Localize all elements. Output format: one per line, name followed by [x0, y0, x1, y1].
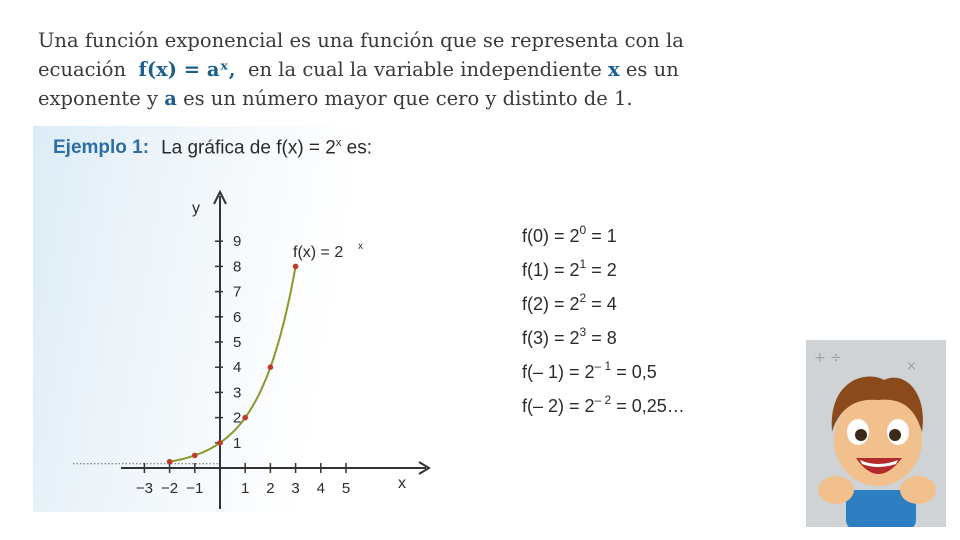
- equation-base: f(– 2) = 2: [522, 396, 595, 416]
- figure-title-exponent: x: [335, 137, 342, 149]
- example-label: Ejemplo 1:: [53, 137, 150, 159]
- boy-illustration: [806, 340, 946, 527]
- intro-line-3: [38, 84, 738, 113]
- equation-line: [522, 257, 617, 280]
- x-tick-label: 4: [316, 480, 325, 497]
- equation-line: [522, 325, 617, 348]
- equation-base: f(2) = 2: [522, 294, 580, 314]
- intro-text: en la cual la variable independiente: [248, 58, 602, 81]
- figure-title-end: es:: [341, 137, 372, 159]
- y-tick-label: 8: [233, 258, 242, 276]
- intro-line-2: [38, 55, 738, 84]
- intro-paragraph: [38, 26, 738, 113]
- x-tick-label: 3: [291, 480, 300, 497]
- equation-exponent: – 1: [594, 359, 612, 373]
- equation-exponent: 1: [579, 257, 587, 271]
- intro-text: es un número mayor que cero y distinto de 1.: [183, 87, 633, 110]
- formula-text: f(x) = aˣ,: [138, 58, 236, 81]
- intro-text: exponente y: [38, 87, 159, 110]
- variable-x: x: [608, 58, 620, 81]
- x-tick-label: 5: [341, 480, 351, 497]
- variable-a: a: [164, 87, 177, 110]
- x-tick-label: −2: [161, 480, 179, 497]
- data-point: [167, 459, 173, 465]
- equation-result: = 0,25…: [611, 396, 685, 416]
- x-tick-label: 2: [266, 480, 275, 497]
- x-axis-label: x: [398, 475, 406, 492]
- y-tick-label: 4: [233, 359, 242, 377]
- y-tick-label: 5: [233, 334, 242, 351]
- equation-result: = 8: [586, 328, 617, 348]
- equation-line: [522, 393, 685, 416]
- x-tick-label: −1: [186, 480, 204, 497]
- data-point: [192, 453, 198, 459]
- intro-text: ecuación: [38, 58, 127, 81]
- data-point: [293, 264, 299, 270]
- intro-text: es un: [625, 58, 679, 81]
- y-axis-label: y: [192, 200, 200, 217]
- data-point: [268, 364, 274, 370]
- equation-base: f(1) = 2: [522, 260, 580, 280]
- equation-exponent: – 2: [594, 393, 612, 407]
- boy-icon: [806, 340, 946, 527]
- figure-title: [53, 137, 372, 159]
- curve-label: f(x) = 2: [293, 244, 344, 261]
- intro-line-1: Una función exponencial es una función que se representa con la: [38, 29, 684, 52]
- exponential-chart: [33, 126, 714, 512]
- svg-text:×: ×: [906, 359, 917, 374]
- y-tick-label: 7: [233, 283, 242, 301]
- y-tick-label: 6: [233, 308, 242, 326]
- equation-result: = 1: [586, 226, 617, 246]
- equation-base: f(– 1) = 2: [522, 362, 595, 382]
- x-tick-label: 1: [241, 480, 250, 497]
- y-tick-label: 3: [233, 384, 242, 402]
- equation-line: [522, 359, 657, 382]
- figure-title-text: La gráfica de f(x) = 2: [161, 137, 336, 159]
- y-tick-label: 2: [233, 409, 242, 427]
- equation-result: = 2: [586, 260, 617, 280]
- svg-text:+ ÷: + ÷: [814, 350, 842, 366]
- x-tick-label: −3: [135, 480, 153, 497]
- equation-base: f(3) = 2: [522, 328, 580, 348]
- equation-line: [522, 291, 617, 314]
- equation-exponent: 0: [579, 223, 587, 237]
- equation-base: f(0) = 2: [522, 226, 580, 246]
- data-point: [242, 415, 248, 421]
- equation-result: = 4: [586, 294, 617, 314]
- y-tick-label: 1: [233, 434, 242, 452]
- example-figure: [33, 126, 714, 512]
- equation-exponent: 2: [579, 291, 587, 305]
- equation-exponent: 3: [579, 325, 587, 339]
- data-point: [217, 440, 223, 446]
- equation-result: = 0,5: [611, 362, 657, 382]
- y-tick-label: 9: [233, 233, 242, 251]
- curve-label-exponent: x: [358, 241, 363, 252]
- equation-line: [522, 223, 617, 246]
